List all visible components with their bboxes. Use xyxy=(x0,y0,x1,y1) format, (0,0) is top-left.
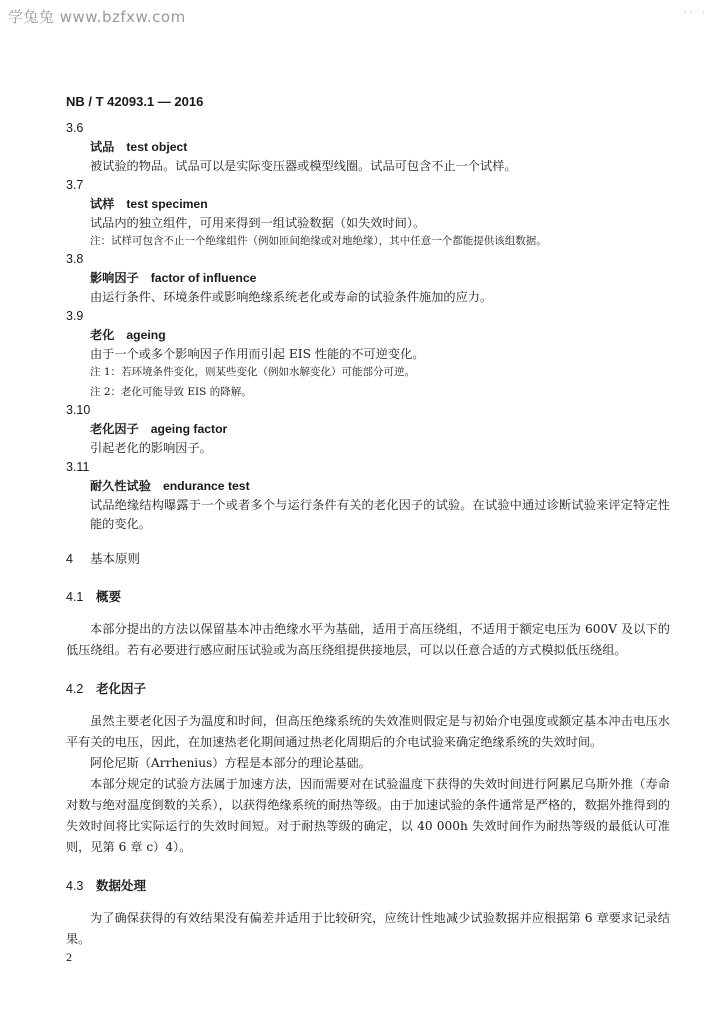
section-number: 4.1 xyxy=(66,590,84,604)
term-title xyxy=(66,195,670,214)
body-paragraph: 本部分提出的方法以保留基本冲击绝缘水平为基础，适用于高压绕组，不适用于额定电压为 600V 及以下的低压绕组。若有必要进行感应耐压试验或为高压绕组提供接地层，可以以任意合适的方式模拟低压绕组。 xyxy=(66,622,670,657)
corner-marks: ·· · xyxy=(683,8,708,19)
standard-code-header: NB / T 42093.1 — 2016 xyxy=(66,94,204,109)
term-definition: 由于一个或多个影响因子作用而引起 EIS 性能的不可逆变化。 xyxy=(90,347,425,361)
term-cn: 试样 xyxy=(90,197,115,211)
term-title xyxy=(66,138,670,157)
term-number: 3.7 xyxy=(66,178,84,192)
section-title: 概要 xyxy=(96,589,122,604)
section-number: 4.2 xyxy=(66,682,84,696)
term-cn: 试品 xyxy=(90,140,115,154)
term-number: 3.6 xyxy=(66,121,84,135)
term-en: test specimen xyxy=(126,197,208,211)
body-paragraph: 为了确保获得的有效结果没有偏差并适用于比较研究，应统计性地减少试验数据并应根据第 6 章要求记录结果。 xyxy=(66,911,670,946)
term-number: 3.8 xyxy=(66,252,84,266)
section-title: 老化因子 xyxy=(96,681,147,696)
section-heading xyxy=(66,587,670,607)
clause-title: 基本原则 xyxy=(90,552,141,566)
section-heading xyxy=(66,876,670,896)
section-title: 数据处理 xyxy=(96,878,147,893)
term-title xyxy=(66,477,670,496)
term-en: factor of influence xyxy=(150,271,257,285)
clause-heading xyxy=(66,550,670,569)
term-number: 3.9 xyxy=(66,309,84,323)
document-body xyxy=(66,119,670,950)
body-paragraph: 本部分规定的试验方法属于加速方法，因而需要对在试验温度下获得的失效时间进行阿累尼乌斯外推（寿命对数与绝对温度倒数的关系），以获得绝缘系统的耐热等级。由于加速试验的条件通常是严格的，数据外推得到的失效时间将比实际运行的失效时间短。对于耐热等级的确定，以 40 000h 失效时间作为耐热等级的最低认可准则，见第 6 章 c）4）。 xyxy=(66,777,670,854)
clause-number: 4 xyxy=(66,552,73,566)
term-en: ageing factor xyxy=(150,422,228,436)
section-heading xyxy=(66,679,670,699)
term-definition: 试品绝缘结构曝露于一个或者多个与运行条件有关的老化因子的试验。在试验中通过诊断试验来评定特定性能的变化。 xyxy=(90,498,670,531)
term-number: 3.10 xyxy=(66,403,91,417)
body-paragraph: 阿伦尼斯（Arrhenius）方程是本部分的理论基础。 xyxy=(90,756,371,770)
term-cn: 老化 xyxy=(90,328,115,342)
term-en: endurance test xyxy=(162,479,250,493)
term-note: 注：试样可包含不止一个绝缘组件（例如匝间绝缘或对地绝缘），其中任意一个都能提供该组数据。 xyxy=(90,235,547,247)
term-definition: 被试验的物品。试品可以是实际变压器或模型线圈。试品可包含不止一个试样。 xyxy=(90,159,517,173)
term-title xyxy=(66,269,670,288)
term-cn: 耐久性试验 xyxy=(90,479,151,493)
term-definition: 试品内的独立组件，可用来得到一组试验数据（如失效时间）。 xyxy=(90,216,426,230)
term-en: test object xyxy=(126,140,188,154)
watermark-text: 学兔兔 www.bzfxw.com xyxy=(8,8,186,26)
term-title xyxy=(66,326,670,345)
term-cn: 老化因子 xyxy=(90,422,139,436)
page-number: 2 xyxy=(66,950,72,964)
section-number: 4.3 xyxy=(66,879,84,893)
body-paragraph: 虽然主要老化因子为温度和时间，但高压绝缘系统的失效准则假定是与初始介电强度或额定基本冲击电压水平有关的电压，因此，在加速热老化期间通过热老化周期后的介电试验来确定绝缘系统的失效时间。 xyxy=(66,714,670,749)
term-cn: 影响因子 xyxy=(90,271,139,285)
term-note: 注 2：老化可能导致 EIS 的降解。 xyxy=(90,386,252,398)
term-number: 3.11 xyxy=(66,460,90,474)
term-note: 注 1：若环境条件变化，则某些变化（例如水解变化）可能部分可逆。 xyxy=(90,366,416,378)
term-definition: 引起老化的影响因子。 xyxy=(90,441,212,455)
term-definition: 由运行条件、环境条件或影响绝缘系统老化或寿命的试验条件施加的应力。 xyxy=(90,290,493,304)
term-en: ageing xyxy=(126,328,166,342)
term-title xyxy=(66,420,670,439)
